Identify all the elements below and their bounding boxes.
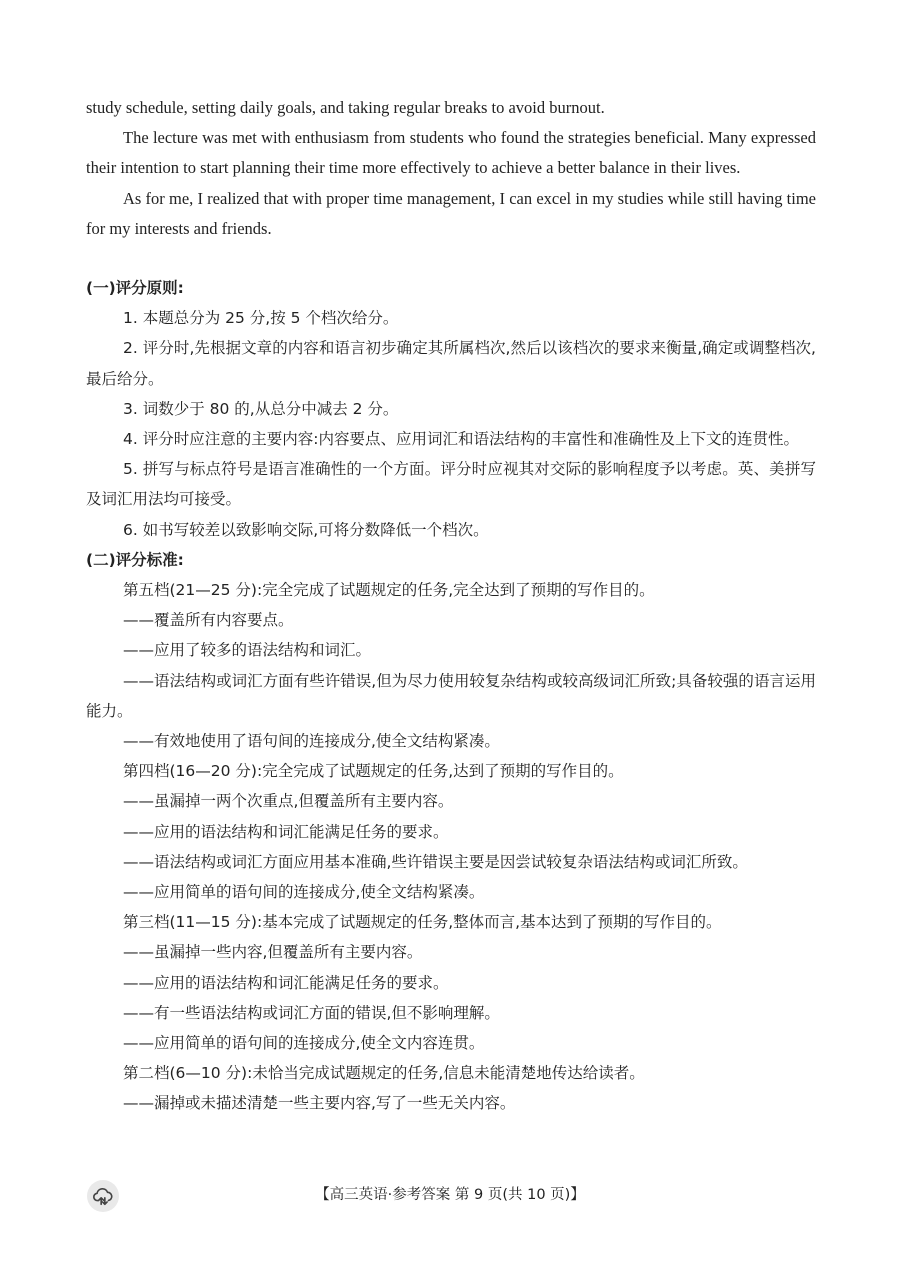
principle-item: 4. 评分时应注意的主要内容:内容要点、应用词汇和语法结构的丰富性和准确性及上下文的连贯性。	[123, 430, 799, 449]
principle-item: 3. 词数少于 80 的,从总分中减去 2 分。	[123, 399, 399, 418]
standard-line: 第二档(6—10 分):未恰当完成试题规定的任务,信息未能清楚地传达给读者。	[123, 1064, 645, 1083]
english-paragraph-1: study schedule, setting daily goals, and taking regular breaks to avoid burnout.	[86, 98, 605, 117]
principle-item: 6. 如书写较差以致影响交际,可将分数降低一个档次。	[123, 520, 489, 539]
standard-line: ——漏掉或未描述清楚一些主要内容,写了一些无关内容。	[123, 1094, 516, 1113]
standard-line: ——语法结构或词汇方面有些许错误,但为尽力使用较复杂结构或较高级词汇所致;具备较强的语言运用能力。	[86, 671, 816, 720]
standard-line: 第五档(21—25 分):完全完成了试题规定的任务,完全达到了预期的写作目的。	[123, 581, 655, 600]
principle-item: 1. 本题总分为 25 分,按 5 个档次给分。	[123, 309, 399, 328]
scoring-section	[86, 273, 816, 1119]
standard-line: ——有效地使用了语句间的连接成分,使全文结构紧凑。	[123, 732, 500, 751]
principle-item: 2. 评分时,先根据文章的内容和语言初步确定其所属档次,然后以该档次的要求来衡量,确定或调整档次,最后给分。	[86, 339, 816, 388]
standard-line: 第三档(11—15 分):基本完成了试题规定的任务,整体而言,基本达到了预期的写作目的。	[123, 913, 722, 932]
english-paragraph-3: As for me, I realized that with proper time management, I can excel in my studies while still having time for my interests and friends.	[86, 188, 816, 238]
standards-heading: (二)评分标准:	[86, 550, 184, 569]
page-footer: 【高三英语·参考答案 第 9 页(共 10 页)】	[315, 1187, 585, 1203]
standard-line: ——覆盖所有内容要点。	[123, 611, 294, 630]
principle-item: 5. 拼写与标点符号是语言准确性的一个方面。评分时应视其对交际的影响程度予以考虑。英、美拼写及词汇用法均可接受。	[86, 460, 816, 509]
standard-line: ——语法结构或词汇方面应用基本准确,些许错误主要是因尝试较复杂语法结构或词汇所致。	[123, 852, 748, 871]
standard-line: ——应用的语法结构和词汇能满足任务的要求。	[123, 973, 449, 992]
standard-line: ——应用的语法结构和词汇能满足任务的要求。	[123, 822, 449, 841]
english-paragraph-2: The lecture was met with enthusiasm from students who found the strategies beneficial. Many expressed their intention to start planning their time more effectively to achieve a better balance in their lives.	[86, 128, 816, 178]
standard-line: ——有一些语法结构或词汇方面的错误,但不影响理解。	[123, 1003, 500, 1022]
english-passage	[86, 93, 816, 244]
standard-line: ——虽漏掉一两个次重点,但覆盖所有主要内容。	[123, 792, 454, 811]
standard-line: ——应用了较多的语法结构和词汇。	[123, 641, 372, 660]
standard-line: ——应用简单的语句间的连接成分,使全文内容连贯。	[123, 1034, 485, 1053]
standard-line: ——应用简单的语句间的连接成分,使全文结构紧凑。	[123, 883, 485, 902]
principles-heading: (一)评分原则:	[86, 279, 184, 297]
standard-line: ——虽漏掉一些内容,但覆盖所有主要内容。	[123, 943, 423, 962]
standard-line: 第四档(16—20 分):完全完成了试题规定的任务,达到了预期的写作目的。	[123, 762, 624, 781]
